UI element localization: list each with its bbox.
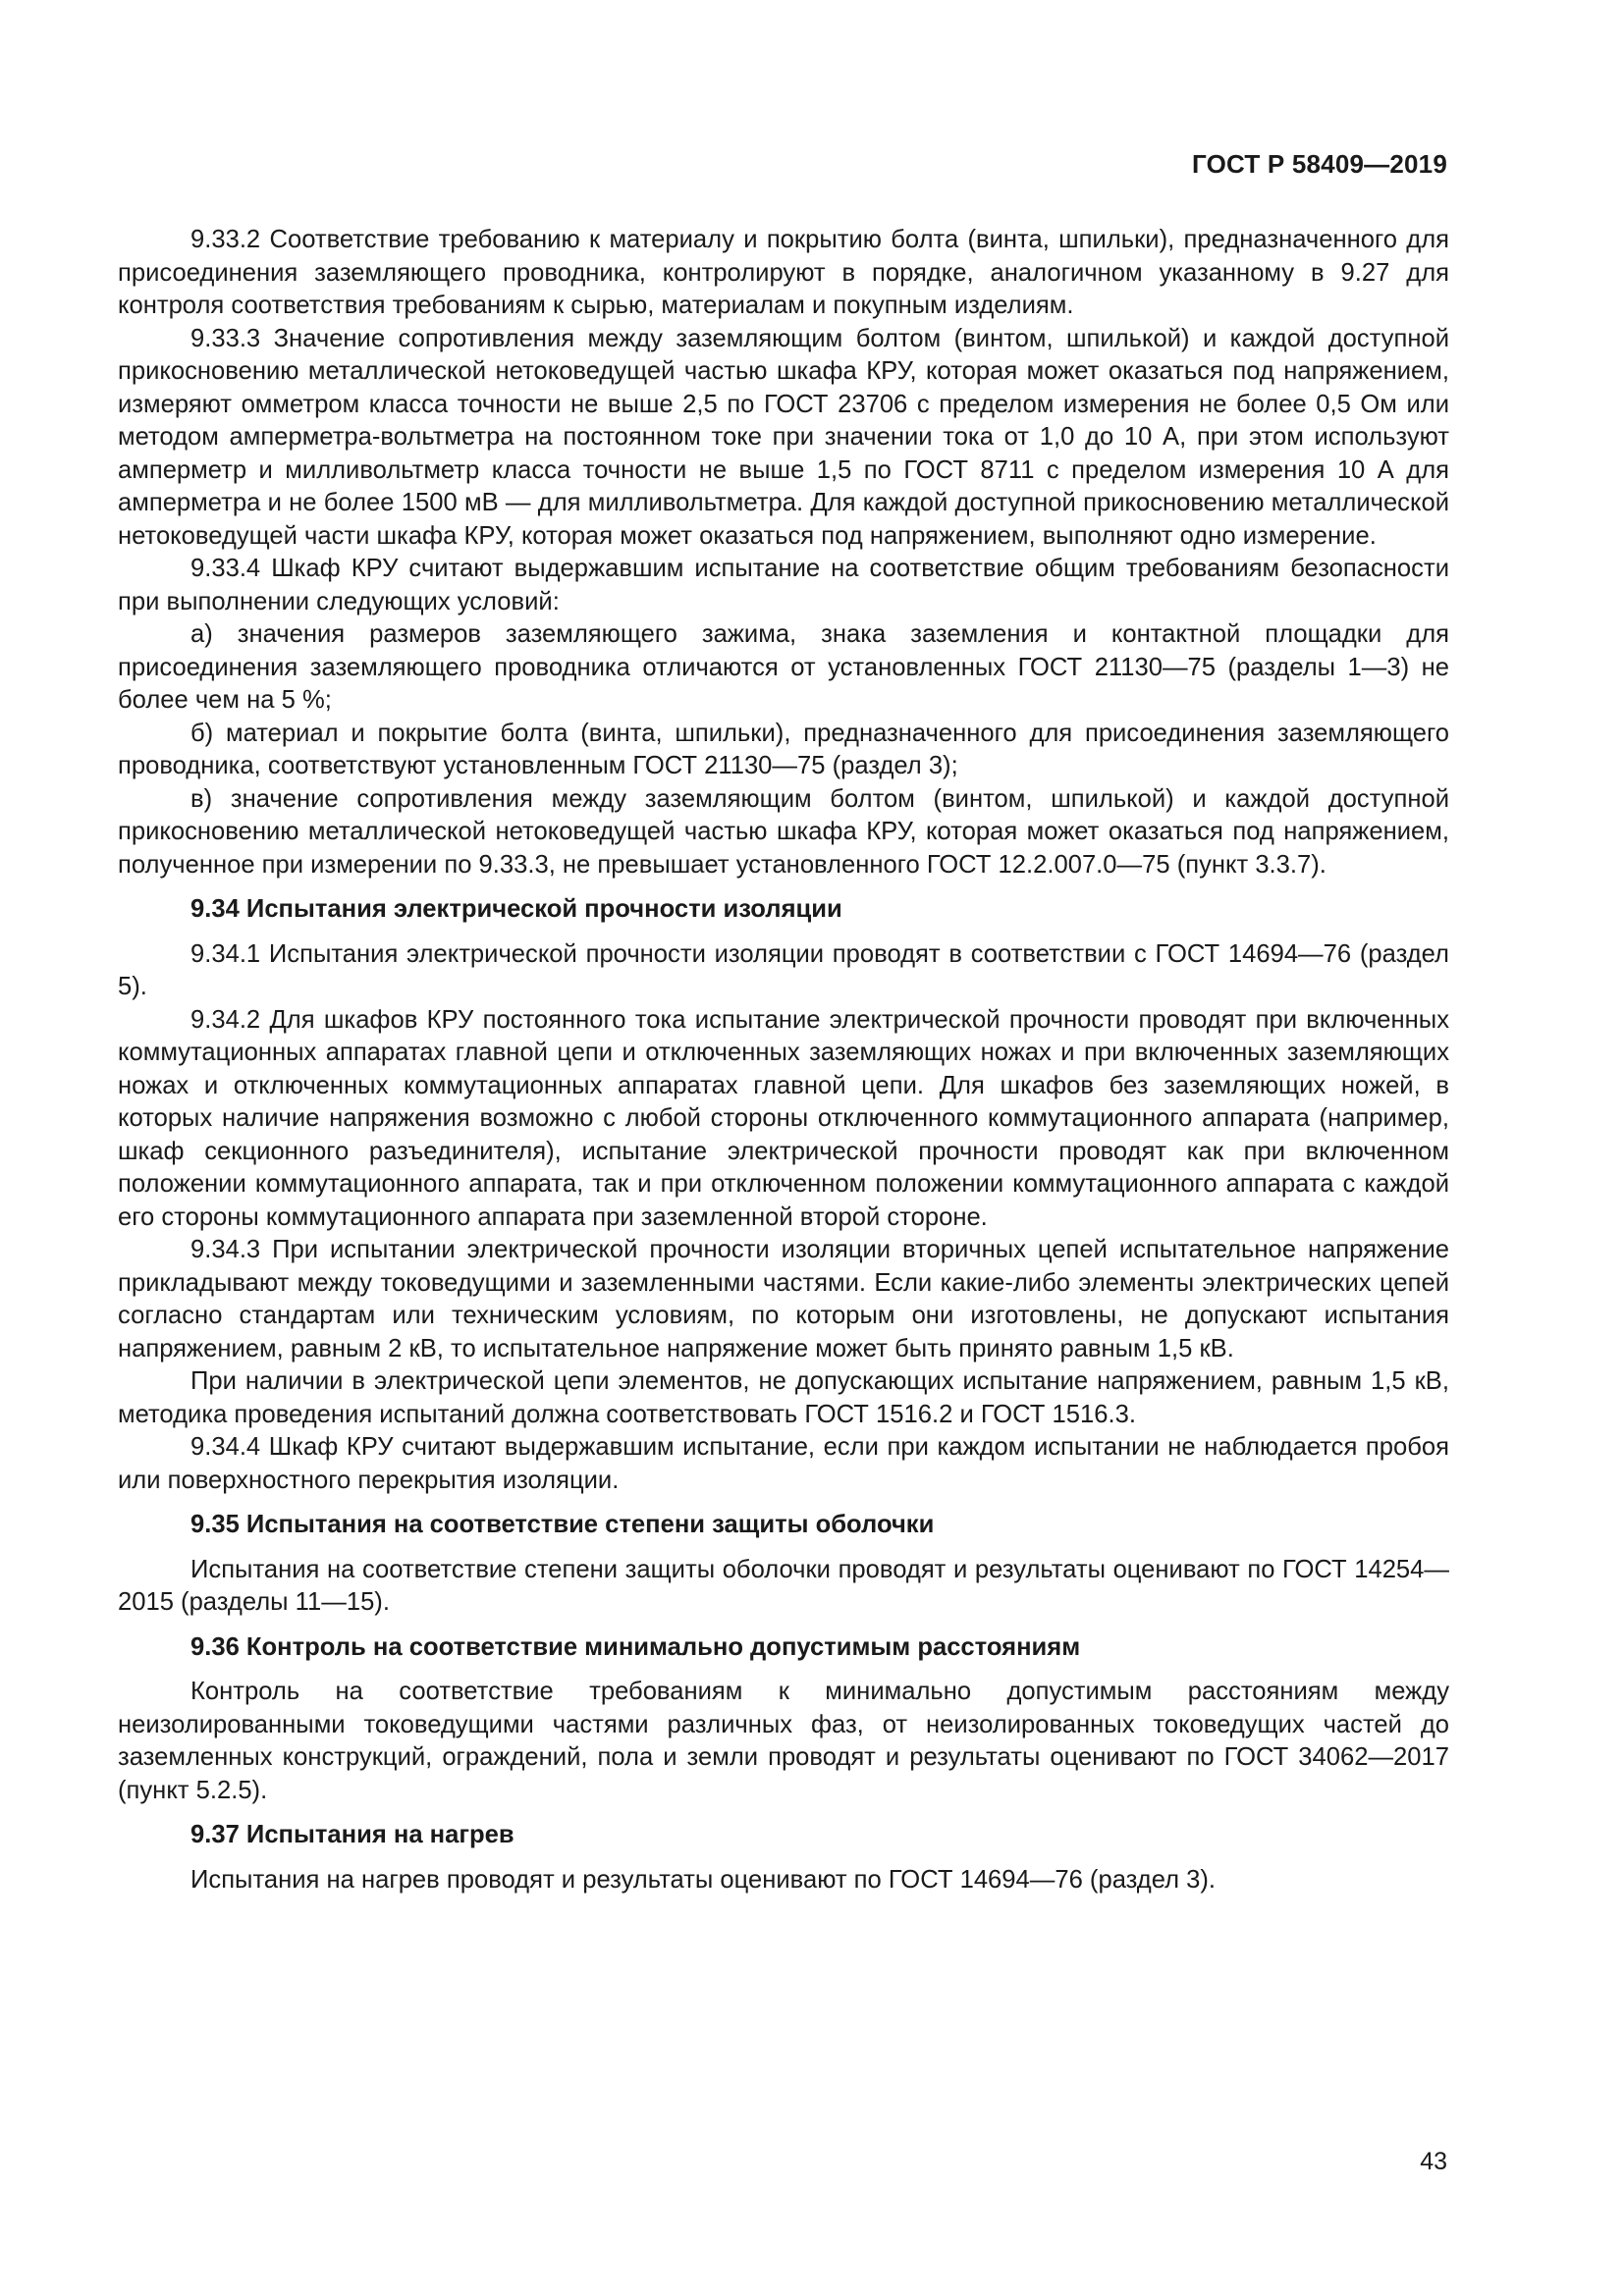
paragraph-9-34-4: 9.34.4 Шкаф КРУ считают выдержавшим испытание, если при каждом испытании не наблюдается пробоя или поверхностного перекрытия изоляции. (118, 1433, 1449, 1494)
paragraph-9-33-4: 9.33.4 Шкаф КРУ считают выдержавшим испытание на соответствие общим требованиям безопасности при выполнении следующих условий: (118, 555, 1449, 615)
paragraph-9-33-3: 9.33.3 Значение сопротивления между заземляющим болтом (винтом, шпилькой) и каждой доступной прикосновению металлической нетоковедущей частью шкафа КРУ, которая может оказаться под напряжением, измеряют омметром класса точности не выше 2,5 по ГОСТ 23706 с пределом измерения не более 0,5 Ом или методом амперметра-вольтметра на постоянном токе при значении тока от 1,0 до 10 А, при этом используют амперметр и милливольтметр класса точности не выше 1,5 по ГОСТ 8711 с пределом измерения 10 А для амперметра и не более 1500 мВ — для милливольтметра. Для каждой доступной прикосновению металлической нетоковедущей части шкафа КРУ, которая может оказаться под напряжением, выполняют одно измерение. (118, 324, 1449, 550)
paragraph-9-35: Испытания на соответствие степени защиты оболочки проводят и результаты оценивают по ГОСТ 14254—2015 (разделы 11—15). (118, 1555, 1449, 1616)
list-item-a: а) значения размеров заземляющего зажима, знака заземления и контактной площадки для присоединения заземляющего проводника отличаются от установленных ГОСТ 21130—75 (разделы 1—3) не более чем на 5 %; (118, 620, 1449, 714)
list-item-v: в) значение сопротивления между заземляющим болтом (винтом, шпилькой) и каждой доступной прикосновению металлической нетоковедущей частью шкафа КРУ, которая может оказаться под напряжением, полученное при измерении по 9.33.3, не превышает установленного ГОСТ 12.2.007.0—75 (пункт 3.3.7). (118, 784, 1449, 879)
paragraph-9-34-1: 9.34.1 Испытания электрической прочности изоляции проводят в соответствии с ГОСТ 14694—76 (раздел 5). (118, 939, 1449, 1000)
page-number: 43 (1420, 2148, 1447, 2175)
paragraph-9-33-2: 9.33.2 Соответствие требованию к материалу и покрытию болта (винта, шпильки), предназначенного для присоединения заземляющего проводника, контролируют в порядке, аналогичном указанному в 9.27 для контроля соответствия требованиям к сырью, материалам и покупным изделиям. (118, 226, 1449, 319)
paragraph-9-37: Испытания на нагрев проводят и результаты оценивают по ГОСТ 14694—76 (раздел 3). (190, 1865, 1217, 1894)
paragraph-9-34-2: 9.34.2 Для шкафов КРУ постоянного тока испытание электрической прочности проводят при включенных коммутационных аппаратах главной цепи и отключенных заземляющих ножах и при включенных заземляющих ножах и отключенных коммутационных аппаратах главной цепи. Для шкафов без заземляющих ножей, в которых наличие напряжения возможно с любой стороны отключенного коммутационного аппарата (например, шкаф секционного разъединителя), испытание электрической прочности проводят как при включенном положении коммутационного аппарата, так и при отключенном положении коммутационного аппарата с каждой его стороны коммутационного аппарата при заземленной второй стороне. (118, 1005, 1449, 1231)
section-heading-9-36: 9.36 Контроль на соответствие минимально допустимым расстояниям (190, 1632, 1081, 1661)
list-item-b: б) материал и покрытие болта (винта, шпильки), предназначенного для присоединения заземляющего проводника, соответствуют установленным ГОСТ 21130—75 (раздел 3); (118, 719, 1449, 779)
section-heading-9-35: 9.35 Испытания на соответствие степени защиты оболочки (190, 1511, 935, 1538)
paragraph-9-34-3: 9.34.3 При испытании электрической прочности изоляции вторичных цепей испытательное напряжение прикладывают между токоведущими и заземленными частями. Если какие-либо элементы электрических цепей согласно стандартам или техническим условиям, по которым они изготовлены, не допускают испытания напряжением, равным 2 кВ, то испытательное напряжение может быть принято равным 1,5 кВ. (118, 1236, 1449, 1362)
document-header: ГОСТ Р 58409—2019 (1192, 149, 1447, 179)
paragraph-9-36: Контроль на соответствие требованиям к минимально допустимым расстояниям между неизолированными токоведущими частями различных фаз, от неизолированных токоведущих частей до заземленных конструкций, ограждений, пола и земли проводят и результаты оценивают по ГОСТ 34062—2017 (пункт 5.2.5). (118, 1678, 1449, 1804)
section-heading-9-34: 9.34 Испытания электрической прочности изоляции (190, 895, 842, 923)
section-heading-9-37: 9.37 Испытания на нагрев (190, 1821, 514, 1848)
document-body (118, 224, 1449, 1896)
paragraph-9-34-3-note: При наличии в электрической цепи элементов, не допускающих испытание напряжением, равным 1,5 кВ, методика проведения испытаний должна соответствовать ГОСТ 1516.2 и ГОСТ 1516.3. (118, 1367, 1449, 1428)
